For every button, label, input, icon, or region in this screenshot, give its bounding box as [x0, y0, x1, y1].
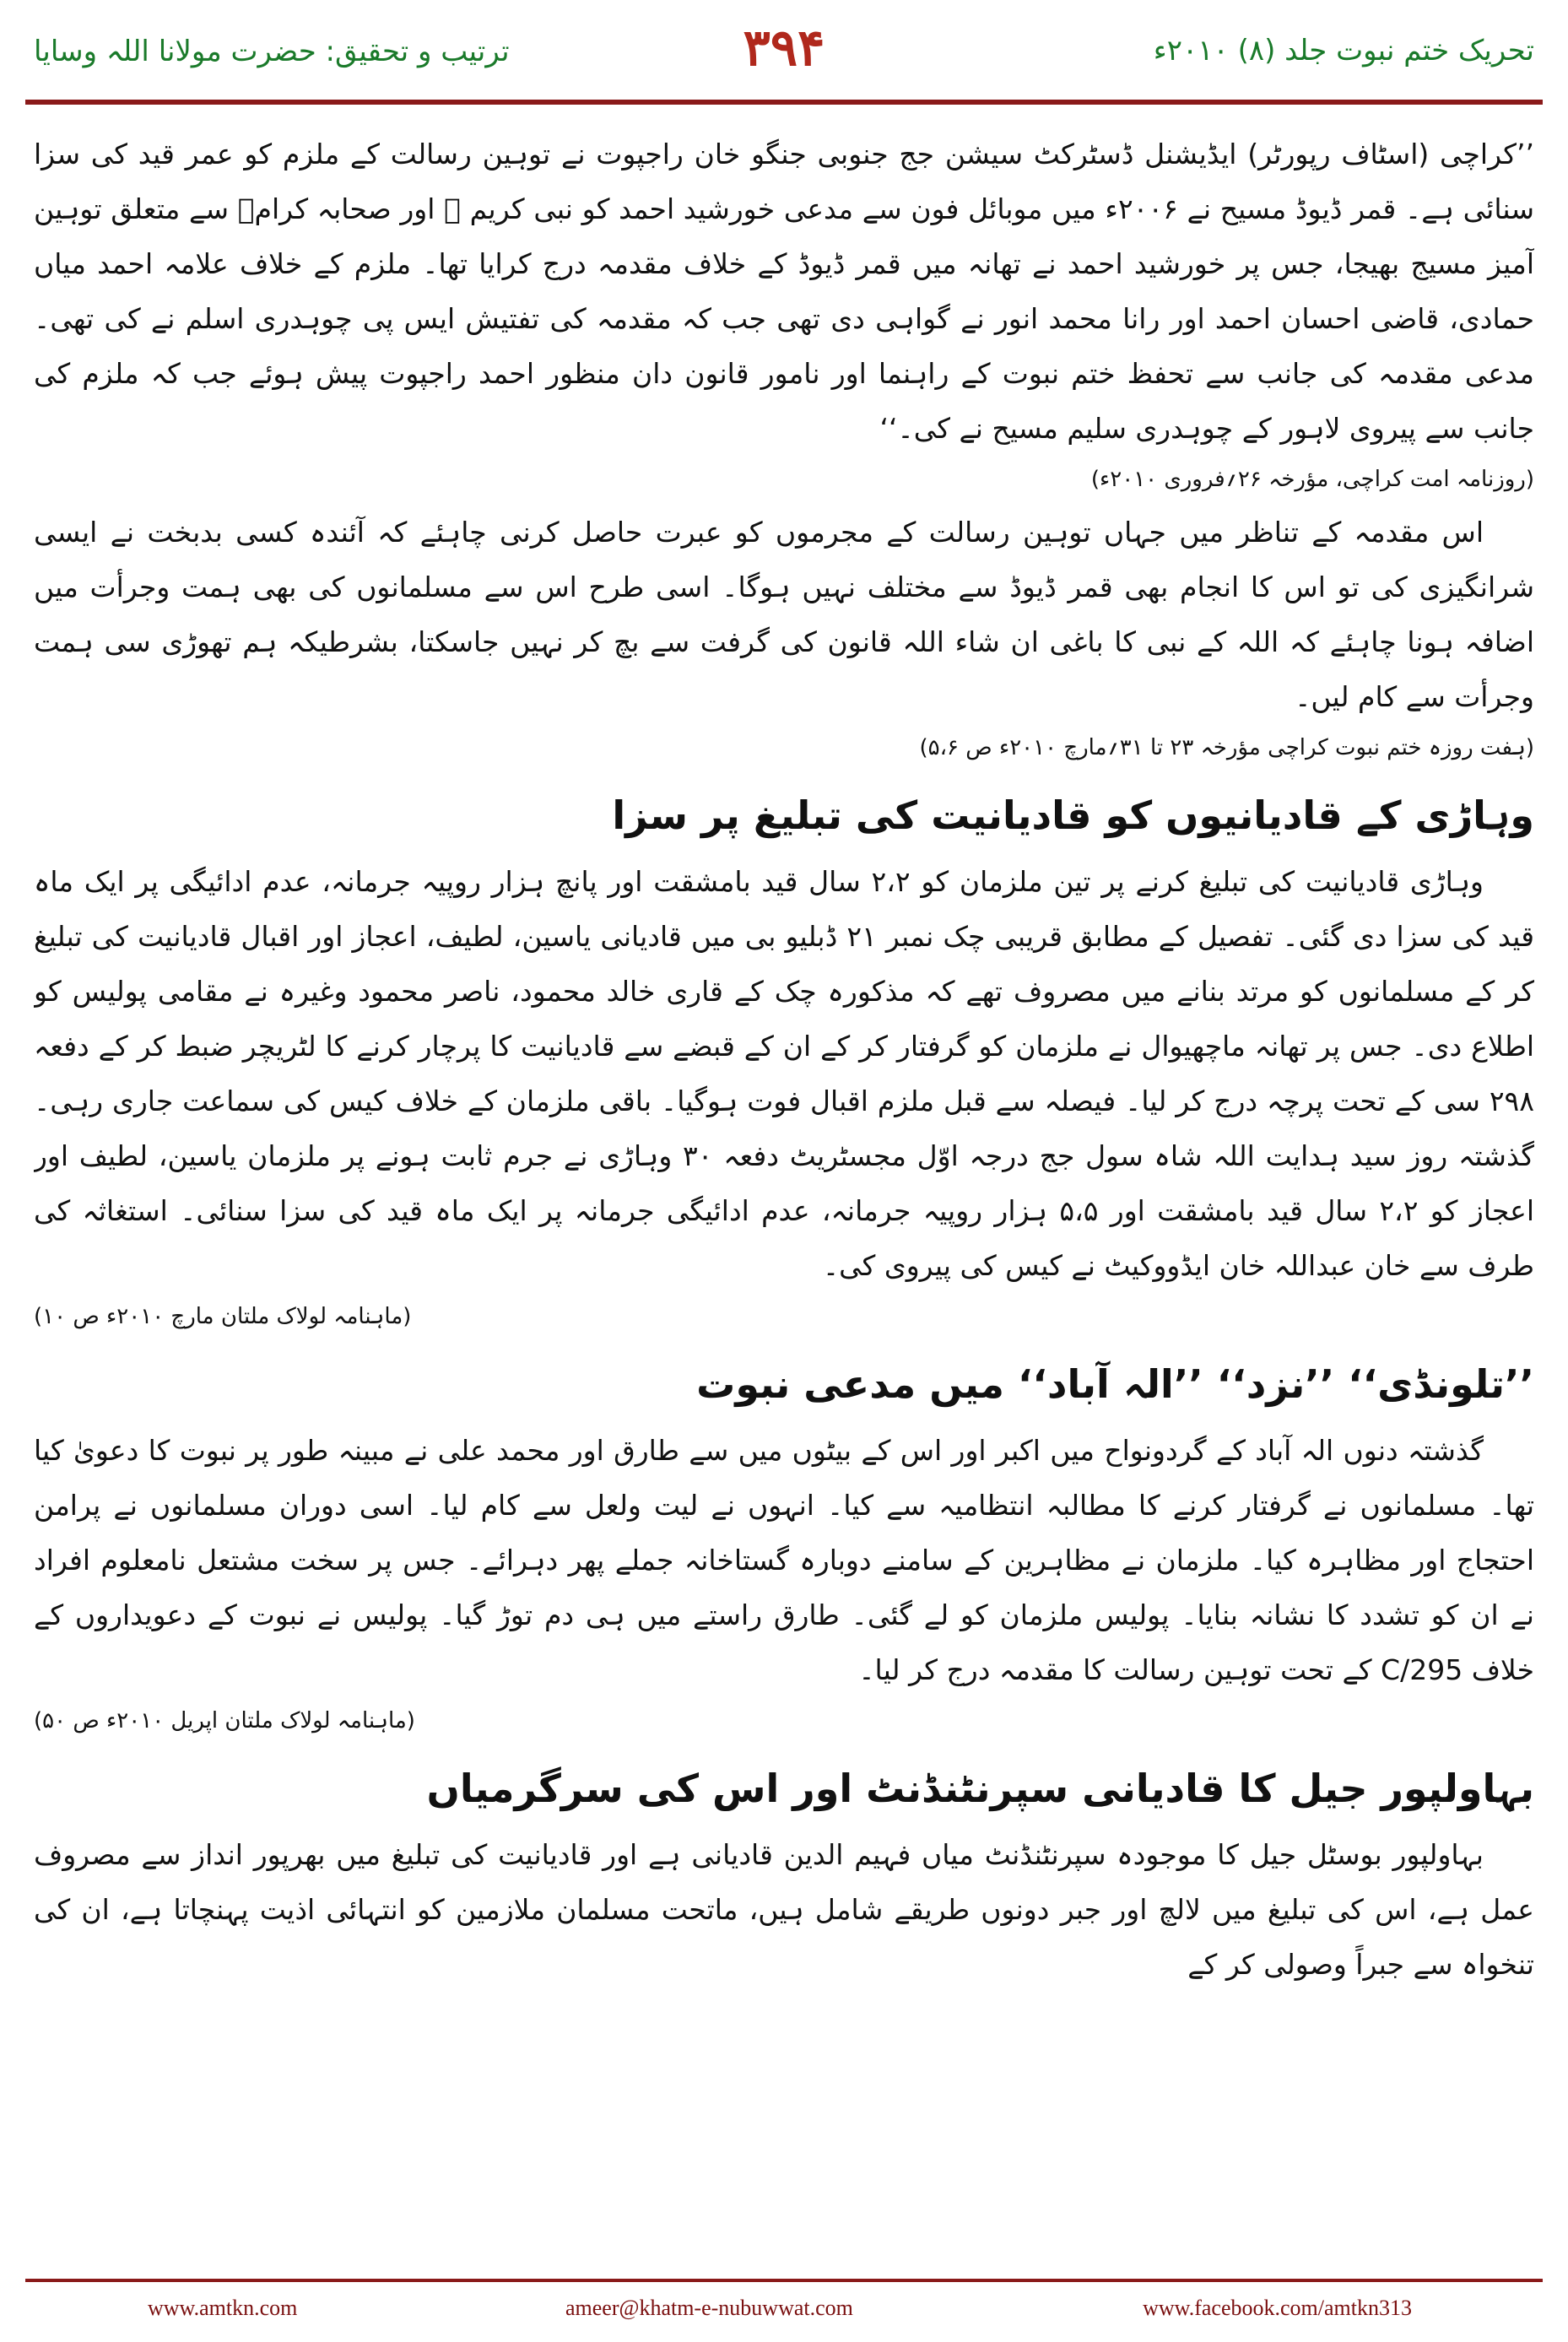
source-citation: (ہفت روزہ ختم نبوت کراچی مؤرخہ ۲۳ تا ۳۱؍مارچ ۲۰۱۰ء ص ۵،۶): [919, 735, 1534, 760]
section-heading: بہاولپور جیل کا قادیانی سپرنٹنڈنٹ اور اس کی سرگرمیاں: [426, 1766, 1534, 1811]
bahawalpur-paragraph: بہاولپور بوسٹل جیل کا موجودہ سپرنٹنڈنٹ میاں فہیم الدین قادیانی ہے اور قادیانیت کی تبلیغ میں بھرپور انداز سے مصروف عمل ہے، اس کی تبلیغ میں لالچ اور جبر دونوں طریقے شامل ہیں، ماتحت مسلمان ملازمین کو انتہائی اذیت پہنچاتا ہے، ان کی تنخواہ سے جبراً وصولی کر کے: [34, 1838, 1534, 1981]
section-heading: وہاڑی کے قادیانیوں کو قادیانیت کی تبلیغ پر سزا: [612, 792, 1534, 838]
footer-divider: [25, 2279, 1543, 2282]
header-compiler: ترتیب و تحقیق: حضرت مولانا اللہ وسایا: [34, 35, 510, 68]
section-heading: ’’تلونڈی‘‘ ’’نزد‘‘ ’’الہ آباد‘‘ میں مدعی نبوت: [696, 1361, 1534, 1407]
header-divider: [25, 100, 1543, 105]
karachi-report-paragraph: ’’کراچی (اسٹاف رپورٹر) ایڈیشنل ڈسٹرکٹ سیشن جج جنوبی جنگو خان راجپوت نے توہین رسالت کے ملزم کو عمر قید کی سزا سنائی ہے۔ قمر ڈیوڈ مسیح نے ۲۰۰۶ء میں موبائل فون سے مدعی خورشید احمد کو نبی کریم ﷺ اور صحابہ کرامؓ سے متعلق توہین آمیز مسیج بھیجا، جس پر خورشید احمد نے تھانہ میں قمر ڈیوڈ کے خلاف مقدمہ درج کرایا تھا۔ ملزم کے خلاف علامہ احمد میاں حمادی، قاضی احسان احمد اور رانا محمد انور نے گواہی دی تھی جب کہ مقدمہ کی تفتیش ایس پی چوہدری اسلم نے کی تھی۔ مدعی مقدمہ کی جانب سے تحفظ ختم نبوت کے راہنما اور نامور قانون دان منظور احمد راجپوت پیش ہوئے جب کہ ملزم کی جانب سے پیروی لاہور کے چوہدری سلیم مسیح نے کی۔‘‘: [34, 138, 1534, 445]
website-link[interactable]: www.amtkn.com: [148, 2296, 298, 2320]
source-citation-text: (ماہنامہ لولاک ملتان مارچ ۲۰۱۰ء ص ۱۰): [34, 1304, 412, 1329]
vehari-paragraph: وہاڑی قادیانیت کی تبلیغ کرنے پر تین ملزمان کو ۲،۲ سال قید بامشقت اور پانچ ہزار روپیہ جرمانہ، عدم ادائیگی پر ایک ماہ قید کی سزا دی گئی۔ تفصیل کے مطابق قریبی چک نمبر ۲۱ ڈبلیو بی میں قادیانی یاسین، لطیف، اعجاز اور اقبال قادیانیت کی تبلیغ کر کے مسلمانوں کو مرتد بنانے میں مصروف تھے کہ مذکورہ چک کے قاری خالد محمود، ناصر محمود وغیرہ نے مقامی پولیس کو اطلاع دی۔ جس پر تھانہ ماچھیوال نے ملزمان کو گرفتار کر کے ان کے قبضے سے قادیانیت کا پرچار کرنے کا لٹریچر ضبط کر کے دفعہ ۲۹۸ سی کے تحت پرچہ درج کر لیا۔ فیصلہ سے قبل ملزم اقبال فوت ہوگیا۔ باقی ملزمان کے خلاف کیس کی سماعت جاری رہی۔ گذشتہ روز سید ہدایت اللہ شاہ سول جج درجہ اوّل مجسٹریٹ دفعہ ۳۰ وہاڑی نے جرم ثابت ہونے پر ملزمان یاسین، لطیف اور اعجاز کو ۲،۲ سال قید بامشقت اور ۵،۵ ہزار روپیہ جرمانہ، عدم ادائیگی جرمانہ پر ایک ماہ قید کی سزا سنائی۔ استغاثہ کی طرف سے خان عبداللہ خان ایڈووکیٹ نے کیس کی پیروی کی۔: [34, 865, 1534, 1282]
page-number: ۳۹۴: [743, 19, 825, 78]
email-link[interactable]: ameer@khatm-e-nubuwwat.com: [565, 2296, 853, 2320]
source-citation-text: (ماہنامہ لولاک ملتان اپریل ۲۰۱۰ء ص ۵۰): [34, 1708, 415, 1734]
source-citation: [34, 1295, 1534, 1339]
source-citation: [34, 1699, 1534, 1743]
page-content: [34, 127, 1534, 2262]
header-book-title: تحریک ختم نبوت جلد (۸) ۲۰۱۰ء: [1153, 34, 1534, 68]
page-footer: [0, 2289, 1568, 2331]
page-header: [0, 0, 1568, 101]
facebook-link[interactable]: www.facebook.com/amtkn313: [1143, 2296, 1412, 2320]
source-citation: (روزنامہ امت کراچی، مؤرخہ ۲۶؍فروری ۲۰۱۰ء): [1090, 467, 1534, 492]
talwandi-paragraph: گذشتہ دنوں الہ آباد کے گردونواح میں اکبر اور اس کے بیٹوں میں سے طارق اور محمد علی نے مبینہ طور پر نبوت کا دعویٰ کیا تھا۔ مسلمانوں نے گرفتار کرنے کا مطالبہ انتظامیہ سے کیا۔ انہوں نے لیت ولعل سے کام لیا۔ اسی دوران مسلمانوں نے پرامن احتجاج اور مظاہرہ کیا۔ ملزمان نے مظاہرین کے سامنے دوبارہ گستاخانہ جملے پھر دہرائے۔ جس پر سخت مشتعل نامعلوم افراد نے ان کو تشدد کا نشانہ بنایا۔ پولیس ملزمان کو لے گئی۔ طارق راستے میں ہی دم توڑ گیا۔ پولیس نے نبوت کے دعویداروں کے خلاف 295/C کے تحت توہین رسالت کا مقدمہ درج کر لیا۔: [34, 1434, 1534, 1686]
commentary-paragraph: اس مقدمہ کے تناظر میں جہاں توہین رسالت کے مجرموں کو عبرت حاصل کرنی چاہئے کہ آئندہ کسی بدبخت نے ایسی شرانگیزی کی تو اس کا انجام بھی قمر ڈیوڈ سے مختلف نہیں ہوگا۔ اسی طرح اس سے مسلمانوں کی بھی ہمت وجرأت میں اضافہ ہونا چاہئے کہ اللہ کے نبی کا باغی ان شاء اللہ قانون کی گرفت سے بچ کر نہیں جاسکتا، بشرطیکہ ہم تھوڑی سی ہمت وجرأت سے کام لیں۔: [34, 516, 1534, 713]
